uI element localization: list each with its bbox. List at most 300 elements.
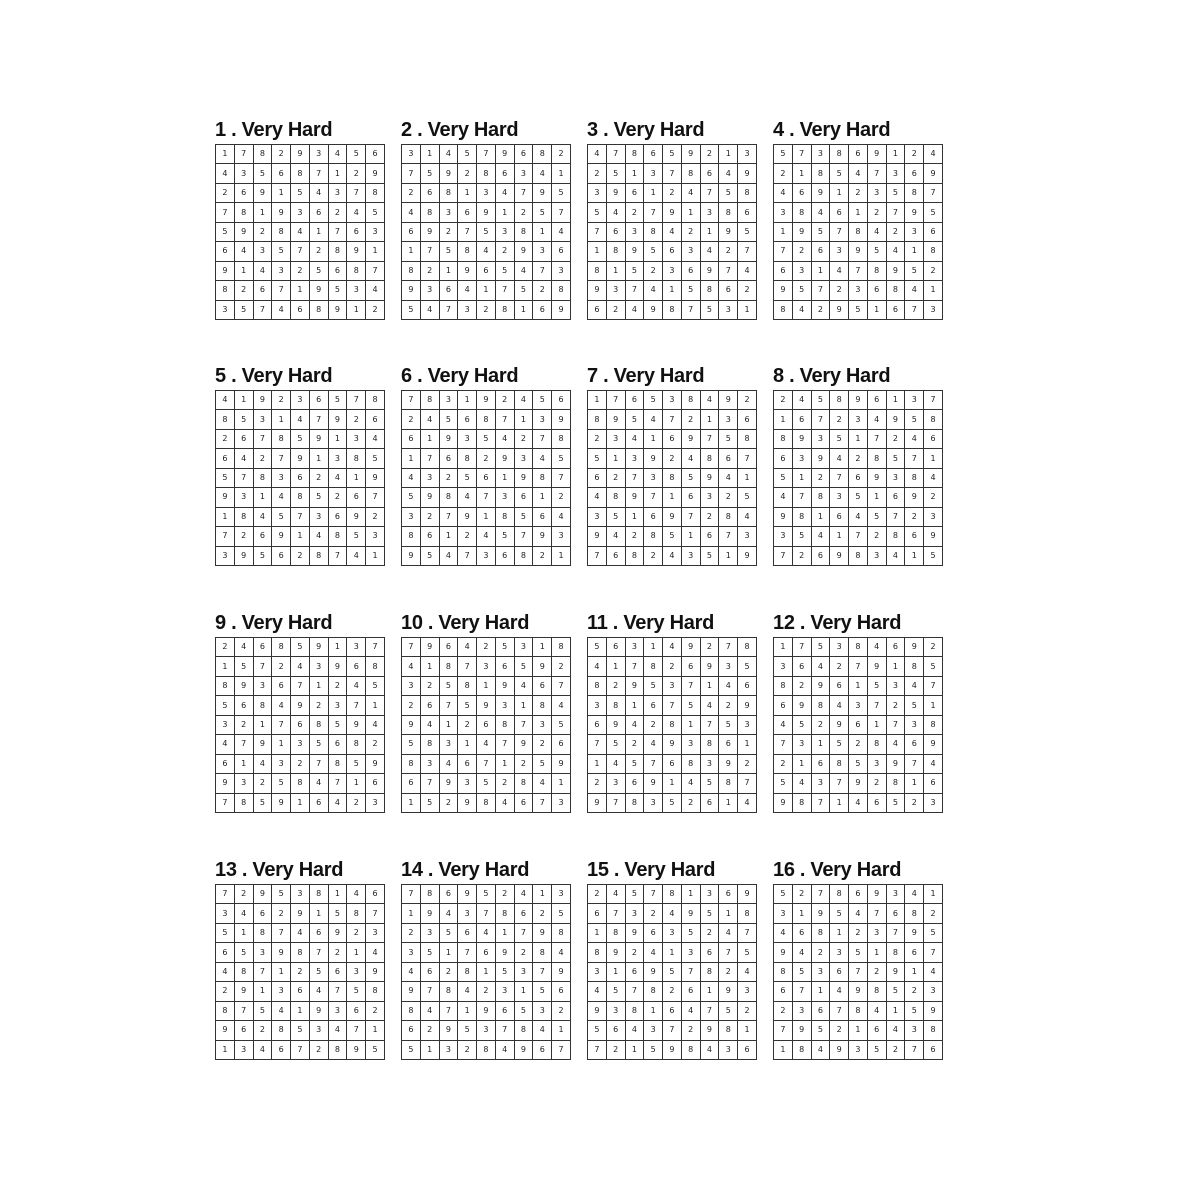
grid-cell: 8 xyxy=(216,410,235,429)
grid-cell: 5 xyxy=(309,261,328,280)
grid-cell: 5 xyxy=(328,281,347,300)
grid-cell: 1 xyxy=(886,145,905,164)
grid-cell: 9 xyxy=(792,696,811,715)
grid-cell: 2 xyxy=(867,774,886,793)
grid-cell: 8 xyxy=(811,164,830,183)
grid-cell: 4 xyxy=(644,410,663,429)
grid-cell: 9 xyxy=(458,793,477,812)
grid-cell: 8 xyxy=(234,793,253,812)
grid-cell: 5 xyxy=(924,203,943,222)
grid-cell: 9 xyxy=(644,962,663,981)
grid-cell: 8 xyxy=(811,923,830,942)
sudoku-grid xyxy=(587,884,757,1060)
grid-cell: 2 xyxy=(216,183,235,202)
grid-cell: 3 xyxy=(253,943,272,962)
grid-cell: 7 xyxy=(272,923,291,942)
grid-cell: 4 xyxy=(905,281,924,300)
grid-cell: 5 xyxy=(309,735,328,754)
grid-cell: 5 xyxy=(625,410,644,429)
grid-cell: 8 xyxy=(792,793,811,812)
sudoku-grid xyxy=(401,884,571,1060)
grid-cell: 7 xyxy=(272,281,291,300)
grid-cell: 4 xyxy=(216,391,235,410)
grid-cell: 1 xyxy=(552,1021,571,1040)
grid-cell: 8 xyxy=(439,488,458,507)
grid-cell: 1 xyxy=(272,735,291,754)
grid-cell: 3 xyxy=(402,943,421,962)
grid-cell: 5 xyxy=(514,507,533,526)
grid-cell: 4 xyxy=(366,715,385,734)
grid-row xyxy=(774,943,943,962)
grid-cell: 6 xyxy=(606,222,625,241)
grid-cell: 8 xyxy=(366,183,385,202)
grid-row xyxy=(774,261,943,280)
grid-cell: 9 xyxy=(719,982,738,1001)
grid-cell: 7 xyxy=(905,754,924,773)
grid-cell: 4 xyxy=(347,203,366,222)
grid-cell: 8 xyxy=(606,242,625,261)
grid-cell: 1 xyxy=(738,735,757,754)
grid-cell: 5 xyxy=(886,982,905,1001)
grid-cell: 3 xyxy=(402,145,421,164)
grid-cell: 3 xyxy=(328,183,347,202)
grid-cell: 9 xyxy=(644,449,663,468)
grid-cell: 5 xyxy=(234,943,253,962)
grid-row xyxy=(774,449,943,468)
grid-row xyxy=(588,261,757,280)
grid-cell: 1 xyxy=(700,676,719,695)
grid-cell: 9 xyxy=(253,885,272,904)
grid-cell: 3 xyxy=(291,735,310,754)
grid-cell: 8 xyxy=(830,145,849,164)
grid-cell: 7 xyxy=(439,300,458,319)
grid-cell: 6 xyxy=(477,261,496,280)
sudoku-grid xyxy=(215,390,385,566)
grid-cell: 7 xyxy=(514,183,533,202)
grid-cell: 2 xyxy=(663,982,682,1001)
grid-cell: 4 xyxy=(811,657,830,676)
grid-cell: 6 xyxy=(291,982,310,1001)
grid-cell: 3 xyxy=(347,281,366,300)
grid-cell: 6 xyxy=(366,410,385,429)
grid-cell: 3 xyxy=(328,449,347,468)
grid-row xyxy=(588,735,757,754)
grid-cell: 4 xyxy=(625,1021,644,1040)
grid-cell: 4 xyxy=(309,527,328,546)
grid-cell: 7 xyxy=(291,507,310,526)
grid-cell: 5 xyxy=(663,527,682,546)
grid-cell: 1 xyxy=(234,261,253,280)
grid-cell: 2 xyxy=(420,261,439,280)
grid-row xyxy=(774,546,943,565)
grid-cell: 1 xyxy=(811,261,830,280)
grid-cell: 2 xyxy=(347,164,366,183)
grid-cell: 3 xyxy=(514,638,533,657)
grid-cell: 4 xyxy=(588,145,607,164)
grid-cell: 7 xyxy=(347,1021,366,1040)
grid-cell: 7 xyxy=(792,982,811,1001)
grid-cell: 1 xyxy=(402,242,421,261)
grid-cell: 5 xyxy=(849,754,868,773)
grid-cell: 6 xyxy=(606,638,625,657)
sudoku-grid xyxy=(215,144,385,320)
grid-cell: 7 xyxy=(644,885,663,904)
grid-cell: 2 xyxy=(774,754,793,773)
grid-cell: 4 xyxy=(738,962,757,981)
grid-cell: 1 xyxy=(774,1040,793,1059)
grid-cell: 4 xyxy=(830,696,849,715)
grid-cell: 6 xyxy=(514,145,533,164)
grid-cell: 9 xyxy=(811,183,830,202)
grid-cell: 7 xyxy=(606,904,625,923)
grid-row xyxy=(588,638,757,657)
grid-cell: 2 xyxy=(533,904,552,923)
grid-cell: 6 xyxy=(309,203,328,222)
grid-cell: 8 xyxy=(663,300,682,319)
grid-cell: 4 xyxy=(458,638,477,657)
grid-cell: 8 xyxy=(681,1040,700,1059)
grid-cell: 5 xyxy=(495,527,514,546)
grid-cell: 9 xyxy=(552,962,571,981)
grid-cell: 4 xyxy=(924,754,943,773)
grid-row xyxy=(216,676,385,695)
puzzle-title: 5 . Very Hard xyxy=(215,365,333,387)
grid-cell: 5 xyxy=(533,982,552,1001)
grid-cell: 7 xyxy=(477,904,496,923)
grid-row xyxy=(774,281,943,300)
grid-cell: 9 xyxy=(234,222,253,241)
grid-cell: 3 xyxy=(272,261,291,280)
grid-cell: 7 xyxy=(402,391,421,410)
grid-cell: 3 xyxy=(644,164,663,183)
grid-cell: 4 xyxy=(849,793,868,812)
grid-cell: 5 xyxy=(886,183,905,202)
grid-cell: 3 xyxy=(347,962,366,981)
grid-cell: 4 xyxy=(663,222,682,241)
grid-cell: 4 xyxy=(867,222,886,241)
grid-cell: 2 xyxy=(924,488,943,507)
grid-cell: 5 xyxy=(625,885,644,904)
grid-cell: 5 xyxy=(886,793,905,812)
grid-cell: 5 xyxy=(905,696,924,715)
grid-cell: 3 xyxy=(681,546,700,565)
grid-cell: 5 xyxy=(477,222,496,241)
grid-cell: 5 xyxy=(402,300,421,319)
grid-cell: 2 xyxy=(681,1021,700,1040)
grid-cell: 8 xyxy=(514,546,533,565)
grid-cell: 4 xyxy=(328,793,347,812)
grid-cell: 8 xyxy=(347,261,366,280)
grid-cell: 9 xyxy=(272,527,291,546)
grid-cell: 3 xyxy=(588,507,607,526)
grid-cell: 2 xyxy=(402,923,421,942)
grid-cell: 8 xyxy=(552,923,571,942)
grid-cell: 7 xyxy=(588,735,607,754)
grid-cell: 9 xyxy=(625,676,644,695)
grid-cell: 1 xyxy=(811,982,830,1001)
grid-cell: 9 xyxy=(774,281,793,300)
grid-cell: 2 xyxy=(272,145,291,164)
grid-cell: 8 xyxy=(458,449,477,468)
grid-cell: 3 xyxy=(644,468,663,487)
grid-cell: 3 xyxy=(663,676,682,695)
grid-cell: 8 xyxy=(495,507,514,526)
grid-cell: 9 xyxy=(420,638,439,657)
grid-cell: 8 xyxy=(291,488,310,507)
grid-cell: 5 xyxy=(681,923,700,942)
grid-cell: 6 xyxy=(792,183,811,202)
grid-cell: 5 xyxy=(477,885,496,904)
grid-cell: 4 xyxy=(830,261,849,280)
grid-row xyxy=(402,488,571,507)
grid-cell: 5 xyxy=(234,410,253,429)
grid-cell: 1 xyxy=(924,449,943,468)
grid-cell: 7 xyxy=(477,488,496,507)
grid-row xyxy=(588,774,757,793)
grid-row xyxy=(402,429,571,448)
grid-cell: 9 xyxy=(328,300,347,319)
grid-row xyxy=(588,982,757,1001)
grid-row xyxy=(402,962,571,981)
grid-row xyxy=(402,715,571,734)
grid-cell: 4 xyxy=(719,923,738,942)
grid-cell: 1 xyxy=(606,657,625,676)
grid-cell: 6 xyxy=(272,676,291,695)
grid-cell: 9 xyxy=(216,488,235,507)
grid-cell: 5 xyxy=(644,242,663,261)
grid-cell: 5 xyxy=(291,183,310,202)
grid-cell: 1 xyxy=(924,281,943,300)
grid-cell: 8 xyxy=(328,527,347,546)
grid-cell: 1 xyxy=(366,546,385,565)
grid-cell: 4 xyxy=(792,774,811,793)
grid-cell: 4 xyxy=(477,242,496,261)
grid-cell: 4 xyxy=(458,281,477,300)
grid-cell: 1 xyxy=(458,735,477,754)
grid-cell: 9 xyxy=(681,429,700,448)
grid-cell: 7 xyxy=(458,546,477,565)
grid-cell: 6 xyxy=(420,183,439,202)
grid-cell: 4 xyxy=(216,164,235,183)
grid-cell: 3 xyxy=(625,449,644,468)
grid-cell: 1 xyxy=(328,885,347,904)
grid-cell: 4 xyxy=(606,885,625,904)
grid-cell: 9 xyxy=(514,735,533,754)
grid-row xyxy=(216,793,385,812)
grid-cell: 9 xyxy=(309,638,328,657)
grid-cell: 6 xyxy=(625,391,644,410)
grid-cell: 2 xyxy=(811,468,830,487)
grid-cell: 9 xyxy=(811,904,830,923)
grid-cell: 1 xyxy=(420,657,439,676)
grid-cell: 5 xyxy=(366,1040,385,1059)
grid-cell: 5 xyxy=(811,222,830,241)
grid-cell: 5 xyxy=(402,1040,421,1059)
grid-cell: 4 xyxy=(588,488,607,507)
grid-row xyxy=(588,164,757,183)
grid-cell: 9 xyxy=(681,145,700,164)
grid-cell: 7 xyxy=(216,203,235,222)
grid-cell: 4 xyxy=(253,1040,272,1059)
grid-cell: 4 xyxy=(886,735,905,754)
grid-cell: 6 xyxy=(291,300,310,319)
grid-cell: 9 xyxy=(905,488,924,507)
grid-cell: 1 xyxy=(272,410,291,429)
grid-cell: 8 xyxy=(533,943,552,962)
grid-cell: 5 xyxy=(849,943,868,962)
grid-cell: 8 xyxy=(886,527,905,546)
grid-cell: 9 xyxy=(402,546,421,565)
grid-cell: 7 xyxy=(905,1040,924,1059)
grid-cell: 7 xyxy=(328,546,347,565)
grid-cell: 9 xyxy=(663,203,682,222)
grid-cell: 8 xyxy=(439,982,458,1001)
grid-cell: 4 xyxy=(216,735,235,754)
grid-cell: 4 xyxy=(291,222,310,241)
grid-cell: 9 xyxy=(606,410,625,429)
grid-cell: 5 xyxy=(552,183,571,202)
grid-cell: 4 xyxy=(924,145,943,164)
grid-cell: 3 xyxy=(216,546,235,565)
puzzle-title: 8 . Very Hard xyxy=(773,365,891,387)
grid-cell: 9 xyxy=(606,943,625,962)
grid-cell: 3 xyxy=(905,391,924,410)
grid-cell: 6 xyxy=(738,203,757,222)
grid-cell: 3 xyxy=(272,982,291,1001)
grid-cell: 6 xyxy=(458,410,477,429)
grid-row xyxy=(402,281,571,300)
grid-cell: 6 xyxy=(792,657,811,676)
grid-cell: 3 xyxy=(774,203,793,222)
grid-cell: 3 xyxy=(514,962,533,981)
grid-cell: 6 xyxy=(738,1040,757,1059)
grid-cell: 8 xyxy=(663,468,682,487)
puzzle-title: 12 . Very Hard xyxy=(773,612,902,634)
grid-cell: 2 xyxy=(644,904,663,923)
grid-cell: 1 xyxy=(216,507,235,526)
grid-cell: 8 xyxy=(234,507,253,526)
grid-cell: 8 xyxy=(606,488,625,507)
grid-cell: 2 xyxy=(234,885,253,904)
grid-cell: 4 xyxy=(533,1021,552,1040)
grid-cell: 3 xyxy=(849,1040,868,1059)
grid-cell: 6 xyxy=(924,429,943,448)
grid-cell: 8 xyxy=(886,281,905,300)
sudoku-grid xyxy=(773,637,943,813)
grid-cell: 5 xyxy=(719,715,738,734)
grid-cell: 4 xyxy=(347,885,366,904)
grid-cell: 9 xyxy=(552,410,571,429)
grid-cell: 4 xyxy=(402,962,421,981)
grid-cell: 2 xyxy=(830,410,849,429)
grid-cell: 2 xyxy=(625,943,644,962)
grid-cell: 6 xyxy=(830,676,849,695)
grid-cell: 8 xyxy=(849,546,868,565)
grid-cell: 2 xyxy=(681,410,700,429)
grid-cell: 2 xyxy=(477,982,496,1001)
grid-cell: 1 xyxy=(291,793,310,812)
grid-cell: 2 xyxy=(552,1001,571,1020)
grid-cell: 2 xyxy=(328,676,347,695)
grid-cell: 6 xyxy=(681,488,700,507)
grid-cell: 8 xyxy=(700,962,719,981)
grid-cell: 8 xyxy=(272,1021,291,1040)
grid-cell: 5 xyxy=(347,982,366,1001)
grid-cell: 1 xyxy=(514,410,533,429)
grid-cell: 1 xyxy=(681,885,700,904)
grid-cell: 2 xyxy=(552,488,571,507)
grid-cell: 7 xyxy=(830,1001,849,1020)
grid-cell: 9 xyxy=(700,468,719,487)
grid-cell: 3 xyxy=(439,391,458,410)
grid-cell: 5 xyxy=(849,300,868,319)
grid-cell: 8 xyxy=(402,527,421,546)
puzzle-title: 9 . Very Hard xyxy=(215,612,333,634)
grid-cell: 6 xyxy=(234,183,253,202)
grid-cell: 5 xyxy=(792,715,811,734)
grid-cell: 5 xyxy=(309,962,328,981)
grid-cell: 5 xyxy=(347,527,366,546)
grid-cell: 7 xyxy=(253,962,272,981)
grid-cell: 4 xyxy=(552,507,571,526)
grid-cell: 4 xyxy=(420,715,439,734)
grid-cell: 7 xyxy=(458,943,477,962)
grid-cell: 4 xyxy=(905,429,924,448)
grid-cell: 3 xyxy=(291,391,310,410)
grid-cell: 9 xyxy=(849,391,868,410)
grid-cell: 9 xyxy=(477,391,496,410)
grid-row xyxy=(774,391,943,410)
grid-cell: 4 xyxy=(663,546,682,565)
grid-cell: 9 xyxy=(886,962,905,981)
grid-cell: 9 xyxy=(514,242,533,261)
grid-cell: 8 xyxy=(905,468,924,487)
grid-cell: 7 xyxy=(439,507,458,526)
grid-cell: 9 xyxy=(272,203,291,222)
grid-row xyxy=(774,488,943,507)
grid-cell: 4 xyxy=(420,1001,439,1020)
grid-cell: 3 xyxy=(700,754,719,773)
grid-cell: 2 xyxy=(366,507,385,526)
sudoku-grid xyxy=(773,390,943,566)
grid-cell: 1 xyxy=(644,183,663,202)
grid-cell: 4 xyxy=(606,203,625,222)
grid-cell: 9 xyxy=(774,793,793,812)
grid-cell: 1 xyxy=(234,923,253,942)
grid-cell: 3 xyxy=(867,754,886,773)
grid-cell: 8 xyxy=(216,281,235,300)
grid-cell: 1 xyxy=(681,715,700,734)
grid-cell: 7 xyxy=(886,507,905,526)
grid-cell: 2 xyxy=(681,222,700,241)
grid-cell: 1 xyxy=(606,261,625,280)
grid-cell: 5 xyxy=(216,222,235,241)
grid-row xyxy=(216,904,385,923)
grid-cell: 1 xyxy=(663,943,682,962)
grid-cell: 3 xyxy=(774,657,793,676)
grid-cell: 1 xyxy=(495,468,514,487)
grid-row xyxy=(216,449,385,468)
grid-row xyxy=(216,183,385,202)
grid-cell: 1 xyxy=(420,1040,439,1059)
grid-cell: 3 xyxy=(774,527,793,546)
grid-row xyxy=(588,145,757,164)
grid-cell: 2 xyxy=(867,962,886,981)
grid-cell: 8 xyxy=(830,391,849,410)
grid-cell: 2 xyxy=(700,145,719,164)
grid-cell: 5 xyxy=(738,943,757,962)
grid-cell: 3 xyxy=(588,696,607,715)
